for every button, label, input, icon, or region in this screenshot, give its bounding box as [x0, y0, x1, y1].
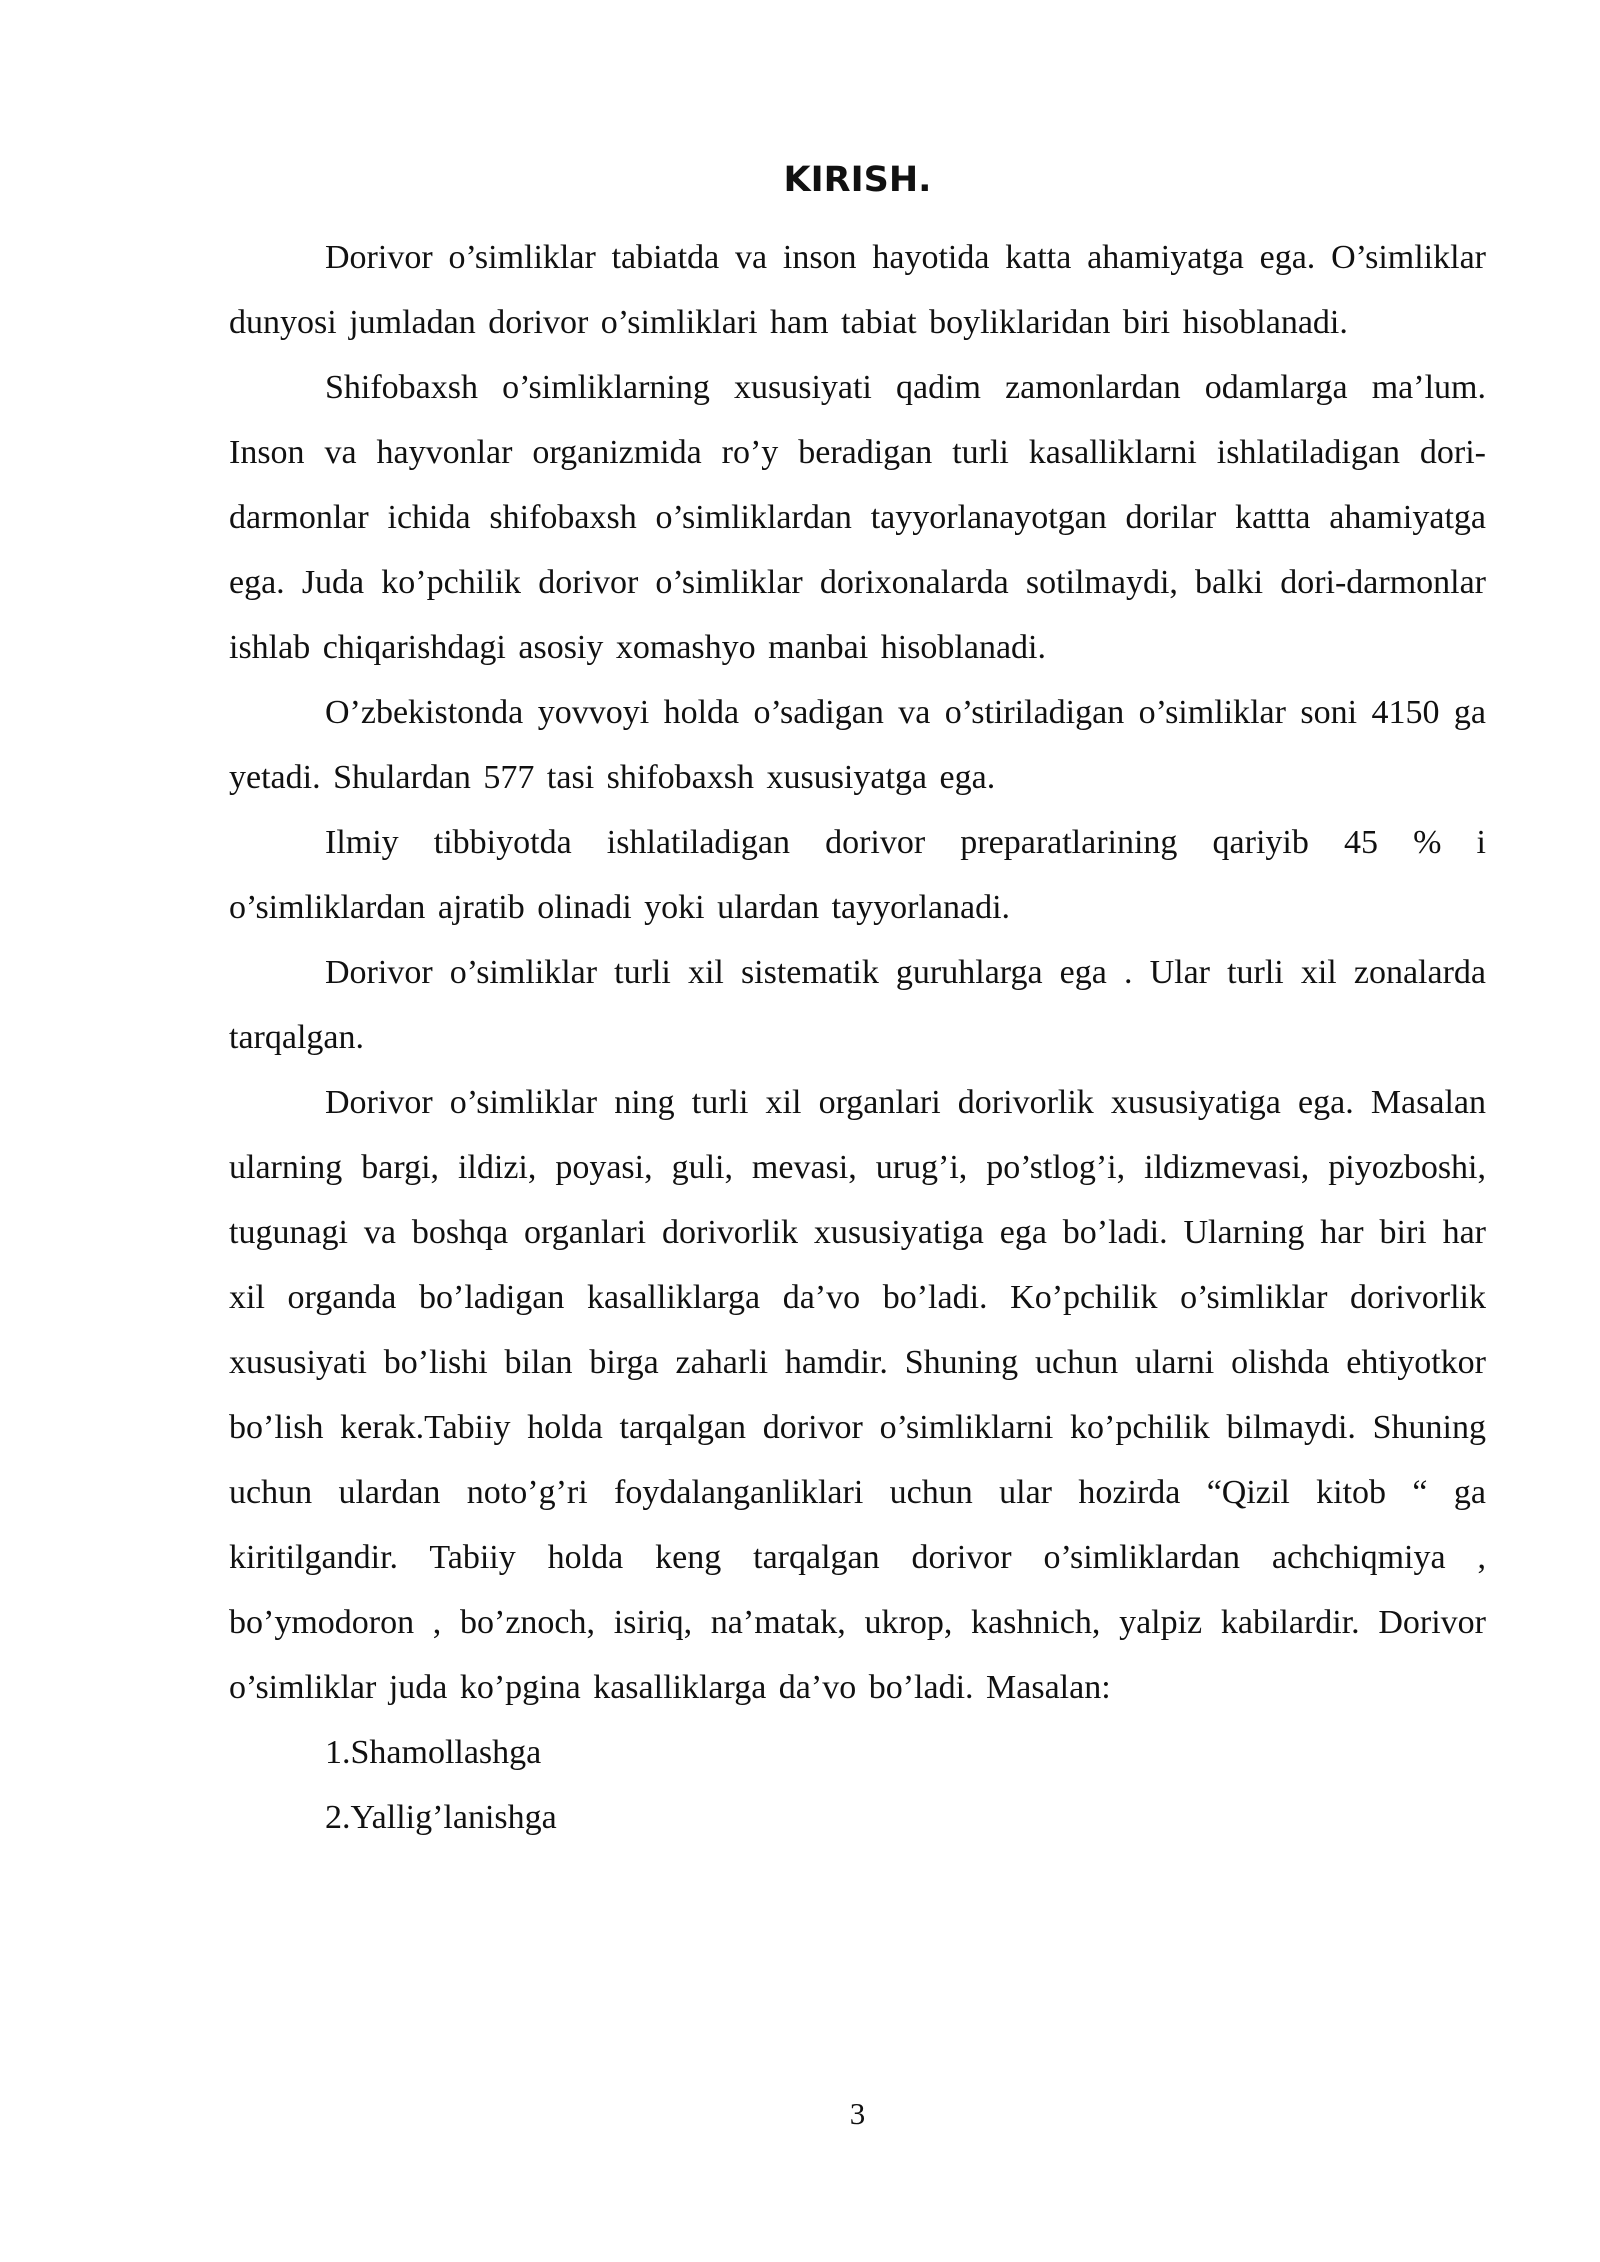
- paragraph: Shifobaxsh o’simliklarning xususiyati qadim zamonlardan odamlarga ma’lum. Inson va hayvonlar organizmida ro’y beradigan turli kasalliklarni ishlatiladigan dori- darmonlar ichida shifobaxsh o’simliklardan tayyorlanayotgan dorilar kattta ahamiyatga ega. Juda ko’pchilik dorivor o’simliklar dorixonalarda sotilmaydi, balki dori-darmonlar ishlab chiqarishdagi asosiy xomashyo manbai hisoblanadi.: [229, 369, 1486, 666]
- paragraph: Dorivor o’simliklar turli xil sistematik guruhlarga ega . Ular turli xil zonalarda tarqalgan.: [229, 954, 1486, 1056]
- paragraph: Dorivor o’simliklar ning turli xil organlari dorivorlik xususiyatiga ega. Masalan ularning bargi, ildizi, poyasi, guli, mevasi, urug’i, po’stlog’i, ildizmevasi, piyozboshi, tugunagi va boshqa organlari dorivorlik xususiyatiga ega bo’ladi. Ularning har biri har xil organda bo’ladigan kasalliklarga da’vo bo’ladi. Ko’pchilik o’simliklar dorivorlik xususiyati bo’lishi bilan birga zaharli hamdir. Shuning uchun ularni olishda ehtiyotkor bo’lish kerak.Tabiiy holda tarqalgan dorivor o’simliklarni ko’pchilik bilmaydi. Shuning uchun ulardan noto’g’ri foydalanganliklari uchun ular hozirda “Qizil kitob “ ga kiritilgandir. Tabiiy holda keng tarqalgan dorivor o’simliklardan achchiqmiya , bo’ymodoron , bo’znoch, isiriq, na’matak, ukrop, kashnich, yalpiz kabilardir. Dorivor o’simliklar juda ko’pgina kasalliklarga da’vo bo’ladi. Masalan:: [229, 1084, 1486, 1706]
- paragraph: O’zbekistonda yovvoyi holda o’sadigan va o’stiriladigan o’simliklar soni 4150 ga yetadi. Shulardan 577 tasi shifobaxsh xususiyatga ega.: [229, 694, 1486, 796]
- paragraph: Dorivor o’simliklar tabiatda va inson hayotida katta ahamiyatga ega. O’simliklar dunyosi jumladan dorivor o’simliklari ham tabiat boyliklaridan biri hisoblanadi.: [229, 239, 1486, 341]
- page-title: KIRISH.: [783, 160, 932, 200]
- document-body: [229, 225, 1486, 1850]
- page-number: 3: [849, 2096, 866, 2131]
- list-item: 2.Yallig’lanishga: [325, 1799, 557, 1836]
- list-item: 1.Shamollashga: [325, 1734, 542, 1771]
- paragraph: Ilmiy tibbiyotda ishlatiladigan dorivor preparatlarining qariyib 45 % i o’simliklardan ajratib olinadi yoki ulardan tayyorlanadi.: [229, 824, 1486, 926]
